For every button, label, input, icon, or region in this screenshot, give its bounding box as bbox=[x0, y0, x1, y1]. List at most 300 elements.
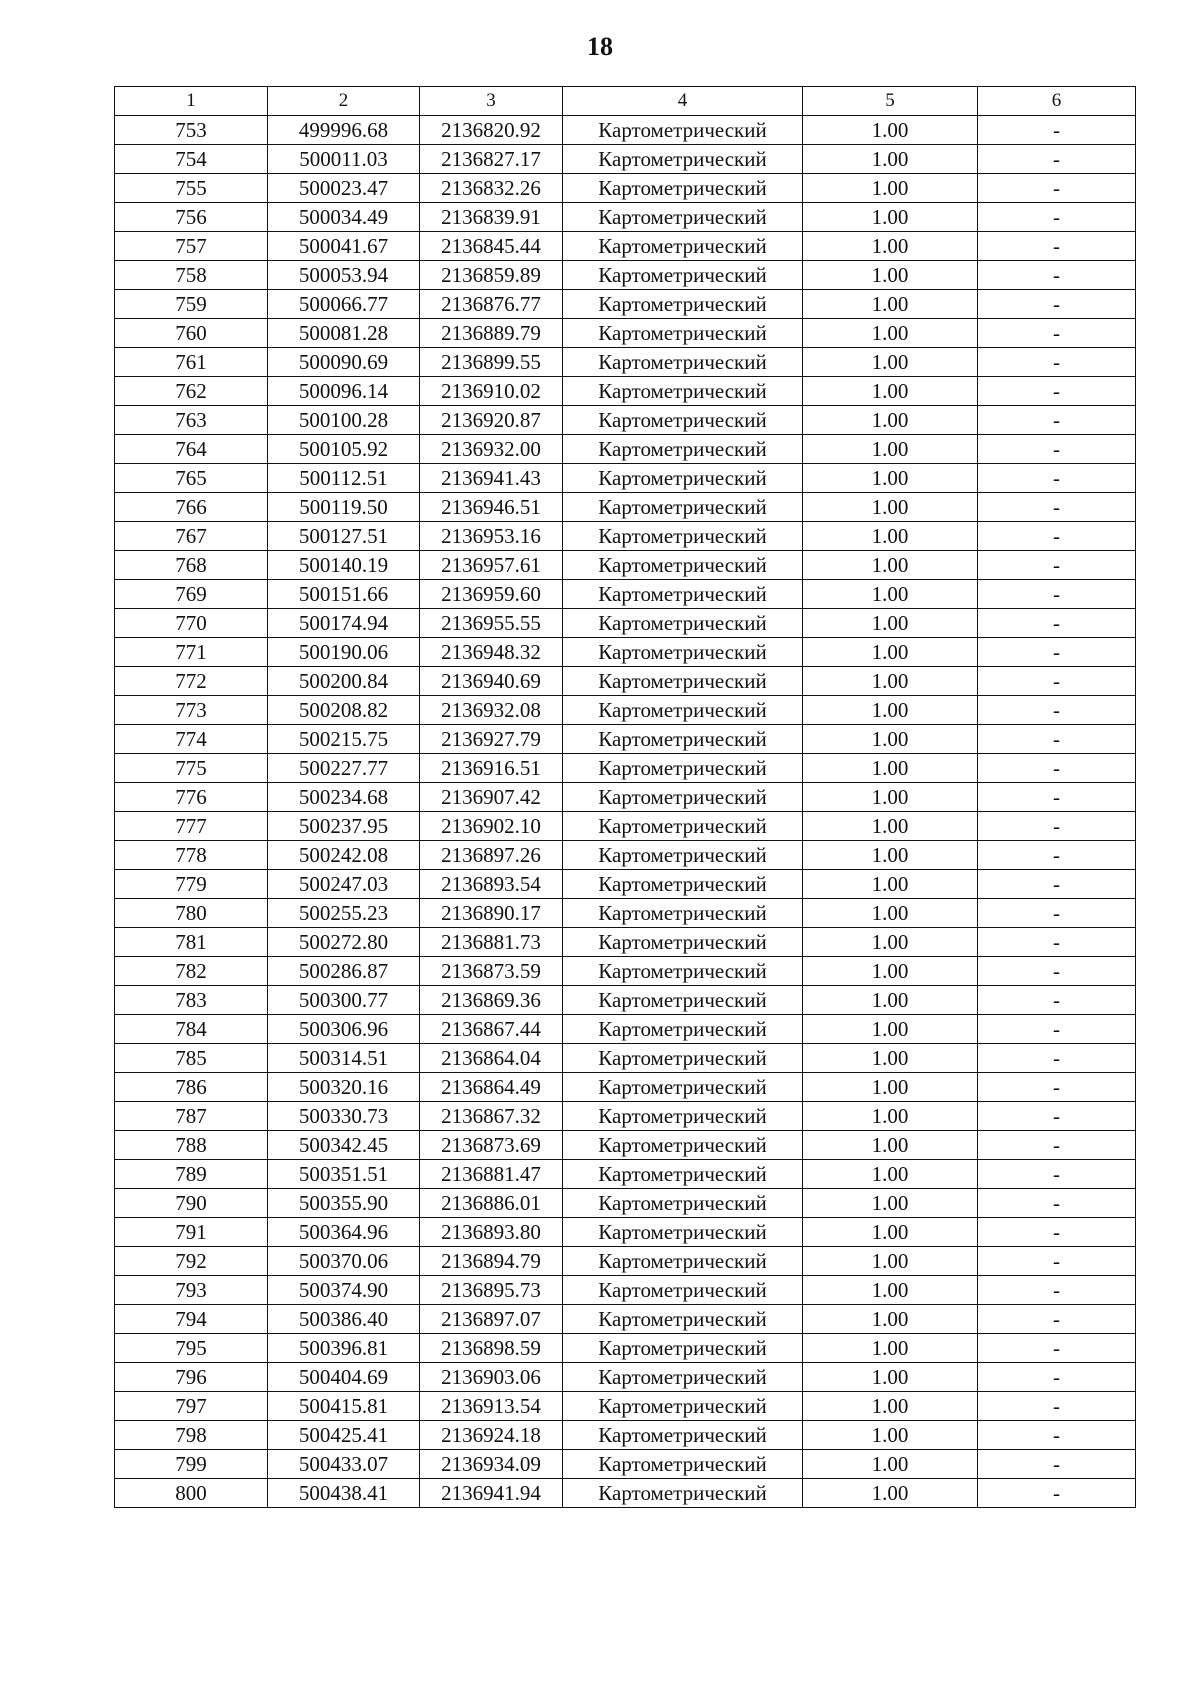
description-cell: - bbox=[978, 812, 1136, 841]
point-number-cell: 791 bbox=[115, 1218, 268, 1247]
x-coordinate-cell: 500053.94 bbox=[268, 261, 420, 290]
x-coordinate-cell: 500151.66 bbox=[268, 580, 420, 609]
accuracy-cell: 1.00 bbox=[803, 667, 978, 696]
description-cell: - bbox=[978, 899, 1136, 928]
y-coordinate-cell: 2136889.79 bbox=[420, 319, 563, 348]
table-row bbox=[115, 754, 1136, 783]
x-coordinate-cell: 499996.68 bbox=[268, 116, 420, 145]
x-coordinate-cell: 500011.03 bbox=[268, 145, 420, 174]
y-coordinate-cell: 2136873.59 bbox=[420, 957, 563, 986]
accuracy-cell: 1.00 bbox=[803, 609, 978, 638]
accuracy-cell: 1.00 bbox=[803, 522, 978, 551]
table-row bbox=[115, 1044, 1136, 1073]
table-row bbox=[115, 696, 1136, 725]
point-number-cell: 763 bbox=[115, 406, 268, 435]
accuracy-cell: 1.00 bbox=[803, 174, 978, 203]
point-number-cell: 757 bbox=[115, 232, 268, 261]
point-number-cell: 793 bbox=[115, 1276, 268, 1305]
page-number: 18 bbox=[587, 32, 613, 61]
description-cell: - bbox=[978, 174, 1136, 203]
description-cell: - bbox=[978, 667, 1136, 696]
description-cell: - bbox=[978, 754, 1136, 783]
accuracy-cell: 1.00 bbox=[803, 1276, 978, 1305]
description-cell: - bbox=[978, 1305, 1136, 1334]
x-coordinate-cell: 500425.41 bbox=[268, 1421, 420, 1450]
point-number-cell: 773 bbox=[115, 696, 268, 725]
x-coordinate-cell: 500200.84 bbox=[268, 667, 420, 696]
y-coordinate-cell: 2136934.09 bbox=[420, 1450, 563, 1479]
method-cell: Картометрический bbox=[563, 986, 803, 1015]
y-coordinate-cell: 2136820.92 bbox=[420, 116, 563, 145]
description-cell: - bbox=[978, 1131, 1136, 1160]
x-coordinate-cell: 500034.49 bbox=[268, 203, 420, 232]
point-number-cell: 790 bbox=[115, 1189, 268, 1218]
y-coordinate-cell: 2136907.42 bbox=[420, 783, 563, 812]
accuracy-cell: 1.00 bbox=[803, 290, 978, 319]
description-cell: - bbox=[978, 1218, 1136, 1247]
method-cell: Картометрический bbox=[563, 203, 803, 232]
header-cell-4: 4 bbox=[563, 87, 803, 116]
x-coordinate-cell: 500355.90 bbox=[268, 1189, 420, 1218]
method-cell: Картометрический bbox=[563, 580, 803, 609]
description-cell: - bbox=[978, 609, 1136, 638]
description-cell: - bbox=[978, 986, 1136, 1015]
method-cell: Картометрический bbox=[563, 261, 803, 290]
y-coordinate-cell: 2136827.17 bbox=[420, 145, 563, 174]
accuracy-cell: 1.00 bbox=[803, 1015, 978, 1044]
x-coordinate-cell: 500438.41 bbox=[268, 1479, 420, 1508]
y-coordinate-cell: 2136932.00 bbox=[420, 435, 563, 464]
x-coordinate-cell: 500342.45 bbox=[268, 1131, 420, 1160]
table-row bbox=[115, 841, 1136, 870]
point-number-cell: 753 bbox=[115, 116, 268, 145]
y-coordinate-cell: 2136941.94 bbox=[420, 1479, 563, 1508]
point-number-cell: 783 bbox=[115, 986, 268, 1015]
point-number-cell: 797 bbox=[115, 1392, 268, 1421]
y-coordinate-cell: 2136940.69 bbox=[420, 667, 563, 696]
y-coordinate-cell: 2136953.16 bbox=[420, 522, 563, 551]
header-row bbox=[115, 87, 1136, 116]
method-cell: Картометрический bbox=[563, 174, 803, 203]
description-cell: - bbox=[978, 435, 1136, 464]
method-cell: Картометрический bbox=[563, 899, 803, 928]
point-number-cell: 786 bbox=[115, 1073, 268, 1102]
point-number-cell: 769 bbox=[115, 580, 268, 609]
point-number-cell: 788 bbox=[115, 1131, 268, 1160]
description-cell: - bbox=[978, 203, 1136, 232]
description-cell: - bbox=[978, 377, 1136, 406]
point-number-cell: 754 bbox=[115, 145, 268, 174]
method-cell: Картометрический bbox=[563, 232, 803, 261]
table-row bbox=[115, 986, 1136, 1015]
description-cell: - bbox=[978, 348, 1136, 377]
y-coordinate-cell: 2136959.60 bbox=[420, 580, 563, 609]
point-number-cell: 781 bbox=[115, 928, 268, 957]
point-number-cell: 777 bbox=[115, 812, 268, 841]
y-coordinate-cell: 2136898.59 bbox=[420, 1334, 563, 1363]
point-number-cell: 772 bbox=[115, 667, 268, 696]
y-coordinate-cell: 2136881.73 bbox=[420, 928, 563, 957]
description-cell: - bbox=[978, 319, 1136, 348]
method-cell: Картометрический bbox=[563, 1131, 803, 1160]
header-cell-1: 1 bbox=[115, 87, 268, 116]
method-cell: Картометрический bbox=[563, 754, 803, 783]
method-cell: Картометрический bbox=[563, 406, 803, 435]
point-number-cell: 792 bbox=[115, 1247, 268, 1276]
x-coordinate-cell: 500127.51 bbox=[268, 522, 420, 551]
point-number-cell: 765 bbox=[115, 464, 268, 493]
table-row bbox=[115, 348, 1136, 377]
method-cell: Картометрический bbox=[563, 696, 803, 725]
y-coordinate-cell: 2136895.73 bbox=[420, 1276, 563, 1305]
accuracy-cell: 1.00 bbox=[803, 1189, 978, 1218]
accuracy-cell: 1.00 bbox=[803, 406, 978, 435]
point-number-cell: 796 bbox=[115, 1363, 268, 1392]
method-cell: Картометрический bbox=[563, 522, 803, 551]
accuracy-cell: 1.00 bbox=[803, 1247, 978, 1276]
y-coordinate-cell: 2136864.49 bbox=[420, 1073, 563, 1102]
accuracy-cell: 1.00 bbox=[803, 1218, 978, 1247]
description-cell: - bbox=[978, 928, 1136, 957]
y-coordinate-cell: 2136903.06 bbox=[420, 1363, 563, 1392]
y-coordinate-cell: 2136927.79 bbox=[420, 725, 563, 754]
description-cell: - bbox=[978, 493, 1136, 522]
accuracy-cell: 1.00 bbox=[803, 203, 978, 232]
description-cell: - bbox=[978, 551, 1136, 580]
y-coordinate-cell: 2136902.10 bbox=[420, 812, 563, 841]
method-cell: Картометрический bbox=[563, 1160, 803, 1189]
point-number-cell: 775 bbox=[115, 754, 268, 783]
point-number-cell: 755 bbox=[115, 174, 268, 203]
y-coordinate-cell: 2136869.36 bbox=[420, 986, 563, 1015]
accuracy-cell: 1.00 bbox=[803, 232, 978, 261]
accuracy-cell: 1.00 bbox=[803, 870, 978, 899]
y-coordinate-cell: 2136873.69 bbox=[420, 1131, 563, 1160]
point-number-cell: 778 bbox=[115, 841, 268, 870]
accuracy-cell: 1.00 bbox=[803, 116, 978, 145]
accuracy-cell: 1.00 bbox=[803, 261, 978, 290]
point-number-cell: 756 bbox=[115, 203, 268, 232]
description-cell: - bbox=[978, 1073, 1136, 1102]
accuracy-cell: 1.00 bbox=[803, 725, 978, 754]
accuracy-cell: 1.00 bbox=[803, 319, 978, 348]
method-cell: Картометрический bbox=[563, 377, 803, 406]
description-cell: - bbox=[978, 783, 1136, 812]
description-cell: - bbox=[978, 1334, 1136, 1363]
y-coordinate-cell: 2136941.43 bbox=[420, 464, 563, 493]
x-coordinate-cell: 500306.96 bbox=[268, 1015, 420, 1044]
accuracy-cell: 1.00 bbox=[803, 1363, 978, 1392]
table-row bbox=[115, 870, 1136, 899]
description-cell: - bbox=[978, 464, 1136, 493]
x-coordinate-cell: 500330.73 bbox=[268, 1102, 420, 1131]
accuracy-cell: 1.00 bbox=[803, 638, 978, 667]
y-coordinate-cell: 2136948.32 bbox=[420, 638, 563, 667]
point-number-cell: 768 bbox=[115, 551, 268, 580]
accuracy-cell: 1.00 bbox=[803, 435, 978, 464]
method-cell: Картометрический bbox=[563, 1276, 803, 1305]
x-coordinate-cell: 500255.23 bbox=[268, 899, 420, 928]
description-cell: - bbox=[978, 232, 1136, 261]
table-row bbox=[115, 1218, 1136, 1247]
x-coordinate-cell: 500364.96 bbox=[268, 1218, 420, 1247]
description-cell: - bbox=[978, 638, 1136, 667]
accuracy-cell: 1.00 bbox=[803, 1073, 978, 1102]
table-row bbox=[115, 203, 1136, 232]
description-cell: - bbox=[978, 522, 1136, 551]
y-coordinate-cell: 2136957.61 bbox=[420, 551, 563, 580]
accuracy-cell: 1.00 bbox=[803, 783, 978, 812]
table-row bbox=[115, 812, 1136, 841]
table-row bbox=[115, 667, 1136, 696]
accuracy-cell: 1.00 bbox=[803, 899, 978, 928]
description-cell: - bbox=[978, 957, 1136, 986]
x-coordinate-cell: 500433.07 bbox=[268, 1450, 420, 1479]
x-coordinate-cell: 500234.68 bbox=[268, 783, 420, 812]
description-cell: - bbox=[978, 1421, 1136, 1450]
method-cell: Картометрический bbox=[563, 638, 803, 667]
x-coordinate-cell: 500215.75 bbox=[268, 725, 420, 754]
x-coordinate-cell: 500066.77 bbox=[268, 290, 420, 319]
method-cell: Картометрический bbox=[563, 870, 803, 899]
method-cell: Картометрический bbox=[563, 609, 803, 638]
point-number-cell: 759 bbox=[115, 290, 268, 319]
x-coordinate-cell: 500190.06 bbox=[268, 638, 420, 667]
header-cell-5: 5 bbox=[803, 87, 978, 116]
table-row bbox=[115, 725, 1136, 754]
point-number-cell: 767 bbox=[115, 522, 268, 551]
y-coordinate-cell: 2136867.32 bbox=[420, 1102, 563, 1131]
accuracy-cell: 1.00 bbox=[803, 551, 978, 580]
x-coordinate-cell: 500320.16 bbox=[268, 1073, 420, 1102]
method-cell: Картометрический bbox=[563, 1218, 803, 1247]
table-row bbox=[115, 406, 1136, 435]
table-row bbox=[115, 174, 1136, 203]
table-row bbox=[115, 1276, 1136, 1305]
x-coordinate-cell: 500090.69 bbox=[268, 348, 420, 377]
x-coordinate-cell: 500096.14 bbox=[268, 377, 420, 406]
y-coordinate-cell: 2136946.51 bbox=[420, 493, 563, 522]
x-coordinate-cell: 500023.47 bbox=[268, 174, 420, 203]
accuracy-cell: 1.00 bbox=[803, 145, 978, 174]
accuracy-cell: 1.00 bbox=[803, 1421, 978, 1450]
table-row bbox=[115, 1421, 1136, 1450]
method-cell: Картометрический bbox=[563, 1015, 803, 1044]
point-number-cell: 787 bbox=[115, 1102, 268, 1131]
y-coordinate-cell: 2136932.08 bbox=[420, 696, 563, 725]
description-cell: - bbox=[978, 145, 1136, 174]
method-cell: Картометрический bbox=[563, 435, 803, 464]
method-cell: Картометрический bbox=[563, 957, 803, 986]
x-coordinate-cell: 500370.06 bbox=[268, 1247, 420, 1276]
table-header bbox=[115, 87, 1136, 116]
method-cell: Картометрический bbox=[563, 145, 803, 174]
table-row bbox=[115, 1102, 1136, 1131]
method-cell: Картометрический bbox=[563, 290, 803, 319]
y-coordinate-cell: 2136897.26 bbox=[420, 841, 563, 870]
method-cell: Картометрический bbox=[563, 319, 803, 348]
y-coordinate-cell: 2136886.01 bbox=[420, 1189, 563, 1218]
method-cell: Картометрический bbox=[563, 1334, 803, 1363]
y-coordinate-cell: 2136916.51 bbox=[420, 754, 563, 783]
x-coordinate-cell: 500286.87 bbox=[268, 957, 420, 986]
x-coordinate-cell: 500041.67 bbox=[268, 232, 420, 261]
method-cell: Картометрический bbox=[563, 1073, 803, 1102]
x-coordinate-cell: 500140.19 bbox=[268, 551, 420, 580]
description-cell: - bbox=[978, 1102, 1136, 1131]
point-number-cell: 795 bbox=[115, 1334, 268, 1363]
method-cell: Картометрический bbox=[563, 725, 803, 754]
description-cell: - bbox=[978, 1363, 1136, 1392]
method-cell: Картометрический bbox=[563, 667, 803, 696]
accuracy-cell: 1.00 bbox=[803, 1044, 978, 1073]
table-row bbox=[115, 1450, 1136, 1479]
x-coordinate-cell: 500208.82 bbox=[268, 696, 420, 725]
point-number-cell: 760 bbox=[115, 319, 268, 348]
method-cell: Картометрический bbox=[563, 464, 803, 493]
point-number-cell: 789 bbox=[115, 1160, 268, 1189]
method-cell: Картометрический bbox=[563, 1189, 803, 1218]
y-coordinate-cell: 2136890.17 bbox=[420, 899, 563, 928]
method-cell: Картометрический bbox=[563, 1102, 803, 1131]
description-cell: - bbox=[978, 1479, 1136, 1508]
accuracy-cell: 1.00 bbox=[803, 957, 978, 986]
point-number-cell: 761 bbox=[115, 348, 268, 377]
y-coordinate-cell: 2136867.44 bbox=[420, 1015, 563, 1044]
table-row bbox=[115, 1363, 1136, 1392]
description-cell: - bbox=[978, 1276, 1136, 1305]
description-cell: - bbox=[978, 1044, 1136, 1073]
y-coordinate-cell: 2136876.77 bbox=[420, 290, 563, 319]
table-row bbox=[115, 319, 1136, 348]
y-coordinate-cell: 2136881.47 bbox=[420, 1160, 563, 1189]
header-cell-2: 2 bbox=[268, 87, 420, 116]
accuracy-cell: 1.00 bbox=[803, 1102, 978, 1131]
method-cell: Картометрический bbox=[563, 1479, 803, 1508]
y-coordinate-cell: 2136897.07 bbox=[420, 1305, 563, 1334]
description-cell: - bbox=[978, 1015, 1136, 1044]
table-row bbox=[115, 609, 1136, 638]
description-cell: - bbox=[978, 1450, 1136, 1479]
point-number-cell: 774 bbox=[115, 725, 268, 754]
table-row bbox=[115, 580, 1136, 609]
description-cell: - bbox=[978, 1160, 1136, 1189]
accuracy-cell: 1.00 bbox=[803, 696, 978, 725]
x-coordinate-cell: 500174.94 bbox=[268, 609, 420, 638]
description-cell: - bbox=[978, 290, 1136, 319]
table-row bbox=[115, 783, 1136, 812]
x-coordinate-cell: 500237.95 bbox=[268, 812, 420, 841]
description-cell: - bbox=[978, 580, 1136, 609]
point-number-cell: 770 bbox=[115, 609, 268, 638]
table-row bbox=[115, 1160, 1136, 1189]
method-cell: Картометрический bbox=[563, 1450, 803, 1479]
point-number-cell: 784 bbox=[115, 1015, 268, 1044]
table-row bbox=[115, 1015, 1136, 1044]
accuracy-cell: 1.00 bbox=[803, 1160, 978, 1189]
accuracy-cell: 1.00 bbox=[803, 1450, 978, 1479]
x-coordinate-cell: 500242.08 bbox=[268, 841, 420, 870]
y-coordinate-cell: 2136924.18 bbox=[420, 1421, 563, 1450]
table-row bbox=[115, 1305, 1136, 1334]
description-cell: - bbox=[978, 261, 1136, 290]
x-coordinate-cell: 500415.81 bbox=[268, 1392, 420, 1421]
method-cell: Картометрический bbox=[563, 1305, 803, 1334]
accuracy-cell: 1.00 bbox=[803, 580, 978, 609]
x-coordinate-cell: 500374.90 bbox=[268, 1276, 420, 1305]
table-row bbox=[115, 1131, 1136, 1160]
x-coordinate-cell: 500105.92 bbox=[268, 435, 420, 464]
y-coordinate-cell: 2136955.55 bbox=[420, 609, 563, 638]
description-cell: - bbox=[978, 870, 1136, 899]
accuracy-cell: 1.00 bbox=[803, 348, 978, 377]
x-coordinate-cell: 500227.77 bbox=[268, 754, 420, 783]
table-row bbox=[115, 551, 1136, 580]
table-row bbox=[115, 1073, 1136, 1102]
table-row bbox=[115, 232, 1136, 261]
accuracy-cell: 1.00 bbox=[803, 986, 978, 1015]
point-number-cell: 794 bbox=[115, 1305, 268, 1334]
method-cell: Картометрический bbox=[563, 348, 803, 377]
table-row bbox=[115, 522, 1136, 551]
table-row bbox=[115, 145, 1136, 174]
table-row bbox=[115, 377, 1136, 406]
accuracy-cell: 1.00 bbox=[803, 1334, 978, 1363]
accuracy-cell: 1.00 bbox=[803, 1131, 978, 1160]
y-coordinate-cell: 2136845.44 bbox=[420, 232, 563, 261]
x-coordinate-cell: 500119.50 bbox=[268, 493, 420, 522]
y-coordinate-cell: 2136913.54 bbox=[420, 1392, 563, 1421]
accuracy-cell: 1.00 bbox=[803, 1479, 978, 1508]
header-cell-3: 3 bbox=[420, 87, 563, 116]
table-row bbox=[115, 1334, 1136, 1363]
point-number-cell: 785 bbox=[115, 1044, 268, 1073]
accuracy-cell: 1.00 bbox=[803, 493, 978, 522]
y-coordinate-cell: 2136893.80 bbox=[420, 1218, 563, 1247]
table-row bbox=[115, 261, 1136, 290]
method-cell: Картометрический bbox=[563, 551, 803, 580]
method-cell: Картометрический bbox=[563, 928, 803, 957]
method-cell: Картометрический bbox=[563, 1363, 803, 1392]
y-coordinate-cell: 2136899.55 bbox=[420, 348, 563, 377]
y-coordinate-cell: 2136894.79 bbox=[420, 1247, 563, 1276]
description-cell: - bbox=[978, 696, 1136, 725]
x-coordinate-cell: 500386.40 bbox=[268, 1305, 420, 1334]
x-coordinate-cell: 500351.51 bbox=[268, 1160, 420, 1189]
table-row bbox=[115, 493, 1136, 522]
method-cell: Картометрический bbox=[563, 1421, 803, 1450]
point-number-cell: 779 bbox=[115, 870, 268, 899]
method-cell: Картометрический bbox=[563, 1044, 803, 1073]
point-number-cell: 771 bbox=[115, 638, 268, 667]
method-cell: Картометрический bbox=[563, 493, 803, 522]
table-row bbox=[115, 928, 1136, 957]
accuracy-cell: 1.00 bbox=[803, 1305, 978, 1334]
method-cell: Картометрический bbox=[563, 812, 803, 841]
description-cell: - bbox=[978, 1392, 1136, 1421]
y-coordinate-cell: 2136910.02 bbox=[420, 377, 563, 406]
table-row bbox=[115, 116, 1136, 145]
point-number-cell: 799 bbox=[115, 1450, 268, 1479]
point-number-cell: 762 bbox=[115, 377, 268, 406]
accuracy-cell: 1.00 bbox=[803, 464, 978, 493]
point-number-cell: 782 bbox=[115, 957, 268, 986]
method-cell: Картометрический bbox=[563, 783, 803, 812]
accuracy-cell: 1.00 bbox=[803, 1392, 978, 1421]
table-row bbox=[115, 1392, 1136, 1421]
point-number-cell: 758 bbox=[115, 261, 268, 290]
method-cell: Картометрический bbox=[563, 841, 803, 870]
